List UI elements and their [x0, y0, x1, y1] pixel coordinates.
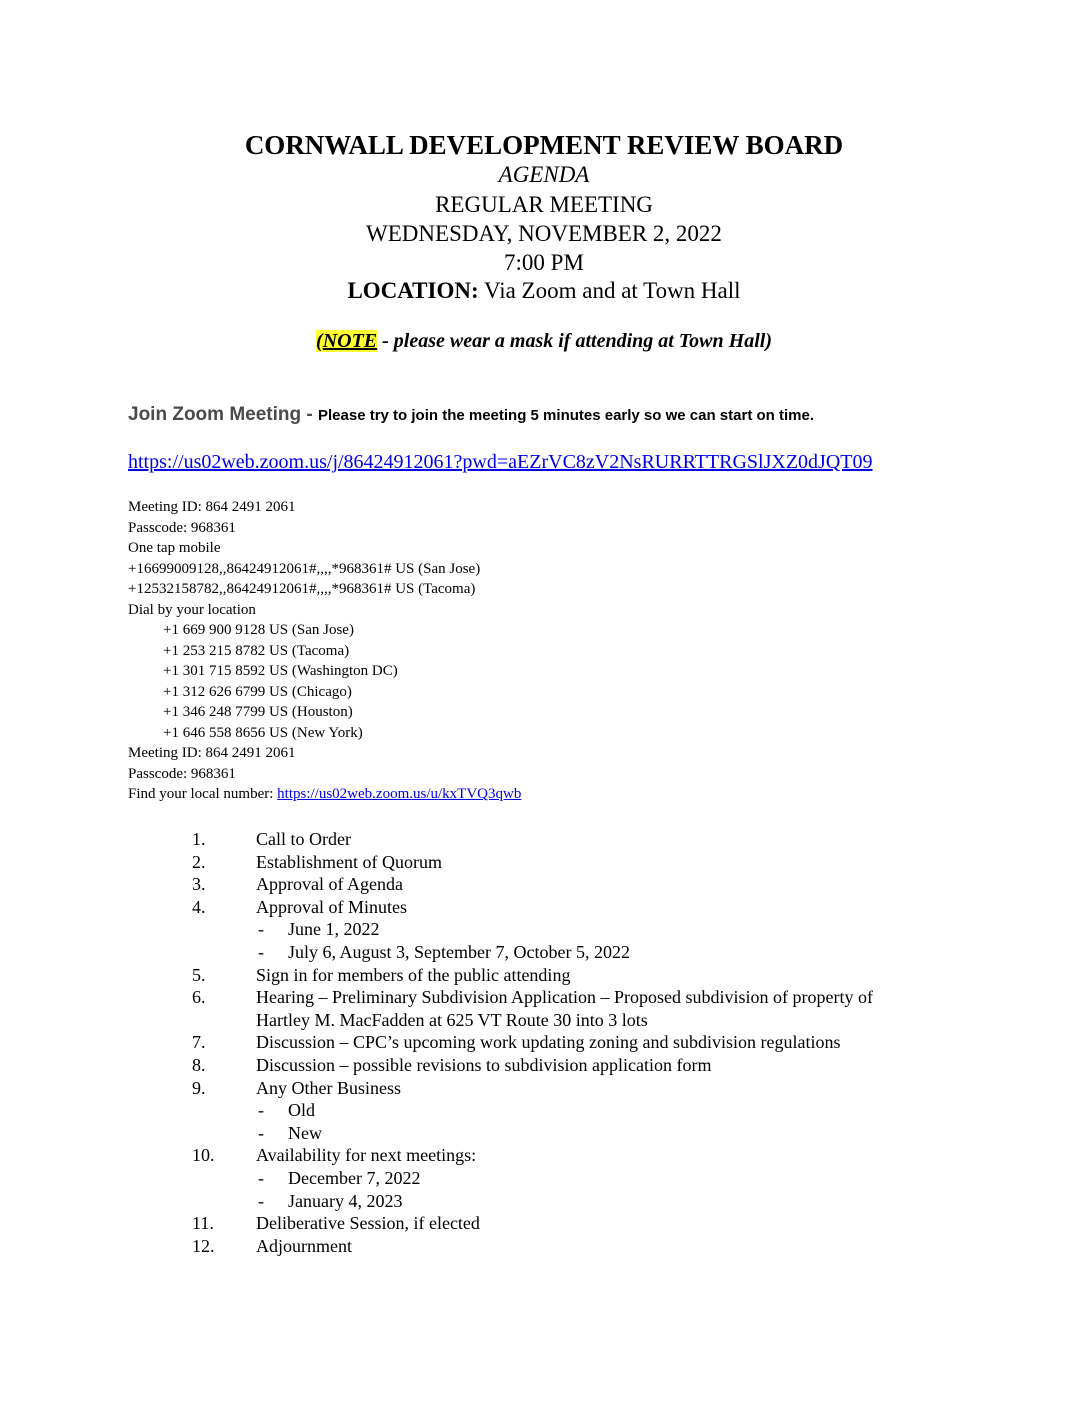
agenda-item — [0, 1054, 1088, 1077]
board-title: CORNWALL DEVELOPMENT REVIEW BOARD — [244, 130, 844, 160]
agenda-list — [0, 828, 1088, 1257]
agenda-sub-item — [0, 1099, 1088, 1122]
agenda-sub-item-text: June 1, 2022 — [288, 919, 380, 940]
dial-in-info — [128, 497, 521, 805]
agenda-item — [0, 873, 1088, 896]
note-label: NOTE — [322, 330, 378, 352]
agenda-item-text: Approval of Agenda — [256, 874, 403, 895]
meeting-id: Meeting ID: 864 2491 2061 — [128, 499, 296, 515]
find-local-label: Find your local number: — [128, 786, 278, 802]
agenda-item — [0, 851, 1088, 874]
agenda-item-number: 5. — [192, 964, 206, 985]
agenda-sub-bullet: - — [258, 1167, 264, 1188]
mask-note — [0, 328, 1088, 354]
dial-by-location-label: Dial by your location — [128, 601, 256, 618]
agenda-item — [0, 1031, 1088, 1054]
agenda-item-number: 7. — [192, 1032, 206, 1053]
agenda-item-number: 4. — [192, 896, 206, 917]
zoom-meeting-link[interactable]: https://us02web.zoom.us/j/86424912061?pwd=aEZrVC8zV2NsRURRTTRGSlJXZ0dJQT09 — [128, 451, 873, 473]
agenda-sub-item — [0, 1190, 1088, 1213]
meeting-location — [0, 276, 1088, 305]
join-zoom-instructions: Please try to join the meeting 5 minutes early so we can start on time. — [318, 407, 814, 424]
agenda-item-text: Discussion – possible revisions to subdivision application form — [256, 1054, 712, 1075]
agenda-item-text: Approval of Minutes — [256, 896, 407, 917]
note-highlight — [316, 330, 377, 352]
agenda-item — [0, 964, 1088, 987]
agenda-item — [0, 986, 1088, 1009]
agenda-item — [0, 896, 1088, 919]
dial-number: +1 253 215 8782 US (Tacoma) — [163, 642, 350, 659]
agenda-sub-item-text: New — [288, 1122, 322, 1143]
find-local-number — [128, 784, 521, 805]
location-value: Via Zoom and at Town Hall — [478, 278, 741, 303]
agenda-item-number: 10. — [192, 1145, 215, 1166]
dial-number: +1 346 248 7799 US (Houston) — [163, 704, 353, 720]
agenda-item-text: Hartley M. MacFadden at 625 VT Route 30 into 3 lots — [256, 1009, 648, 1030]
agenda-item-number: 8. — [192, 1054, 206, 1075]
agenda-sub-item — [0, 918, 1088, 941]
find-local-number-link[interactable]: https://us02web.zoom.us/u/kxTVQ3qwb — [277, 786, 522, 802]
agenda-item — [0, 1212, 1088, 1235]
agenda-item-number: 1. — [192, 829, 206, 849]
agenda-sub-item-text: January 4, 2023 — [288, 1190, 403, 1211]
agenda-item-continuation — [0, 1009, 1088, 1032]
passcode: Passcode: 968361 — [128, 519, 236, 536]
agenda-item-number: 12. — [192, 1235, 215, 1256]
agenda-item-text: Adjournment — [256, 1235, 352, 1256]
agenda-sub-item-text: July 6, August 3, September 7, October 5, 2022 — [288, 941, 630, 962]
agenda-item — [0, 1144, 1088, 1167]
dial-number: +1 312 626 6799 US (Chicago) — [163, 683, 352, 700]
agenda-item-text: Call to Order — [256, 829, 351, 849]
one-tap-label: One tap mobile — [128, 540, 221, 556]
agenda-sub-item — [0, 1167, 1088, 1190]
agenda-sub-item — [0, 941, 1088, 964]
agenda-item-text: Availability for next meetings: — [256, 1145, 477, 1166]
agenda-item-number: 9. — [192, 1077, 206, 1098]
agenda-item-text: Deliberative Session, if elected — [256, 1213, 480, 1234]
meeting-type: REGULAR MEETING — [435, 192, 653, 217]
agenda-sub-bullet: - — [258, 1122, 264, 1143]
agenda-item-number: 3. — [192, 874, 206, 895]
agenda-sub-item-text: Old — [288, 1100, 315, 1121]
location-label: LOCATION: — [347, 278, 479, 303]
agenda-item-number: 6. — [192, 987, 206, 1008]
agenda-item-text: Sign in for members of the public attending — [256, 964, 571, 985]
note-open-paren: ( — [316, 330, 323, 352]
agenda-item — [0, 1235, 1088, 1258]
meeting-id: Meeting ID: 864 2491 2061 — [128, 745, 296, 761]
dial-number: +1 301 715 8592 US (Washington DC) — [163, 663, 398, 679]
agenda-item-text: Any Other Business — [256, 1077, 401, 1098]
join-zoom-label: Join Zoom Meeting - — [128, 404, 318, 425]
agenda-item-number: 2. — [192, 851, 206, 872]
note-text: - please wear a mask if attending at Town Hall) — [377, 330, 772, 352]
agenda-item-text: Discussion – CPC’s upcoming work updating zoning and subdivision regulations — [256, 1032, 841, 1053]
agenda-sub-bullet: - — [258, 1100, 264, 1121]
agenda-sub-bullet: - — [258, 941, 264, 962]
agenda-item — [0, 828, 1088, 851]
agenda-heading: AGENDA — [498, 162, 590, 187]
dial-number: +1 646 558 8656 US (New York) — [163, 724, 363, 741]
agenda-item — [0, 1077, 1088, 1100]
agenda-sub-item — [0, 1122, 1088, 1145]
agenda-item-text: Establishment of Quorum — [256, 851, 442, 872]
agenda-sub-bullet: - — [258, 1190, 264, 1211]
one-tap-number: +16699009128,,86424912061#,,,,*968361# US (San Jose) — [128, 560, 481, 577]
agenda-item-number: 11. — [192, 1213, 214, 1234]
meeting-date: WEDNESDAY, NOVEMBER 2, 2022 — [366, 221, 722, 246]
meeting-time: 7:00 PM — [504, 250, 584, 275]
agenda-sub-item-text: December 7, 2022 — [288, 1167, 421, 1188]
join-zoom-line — [128, 404, 814, 426]
one-tap-number: +12532158782,,86424912061#,,,,*968361# US (Tacoma) — [128, 581, 476, 597]
passcode: Passcode: 968361 — [128, 765, 236, 782]
agenda-sub-bullet: - — [258, 919, 264, 940]
agenda-item-text: Hearing – Preliminary Subdivision Application – Proposed subdivision of property of — [256, 987, 873, 1008]
dial-number: +1 669 900 9128 US (San Jose) — [163, 622, 354, 638]
